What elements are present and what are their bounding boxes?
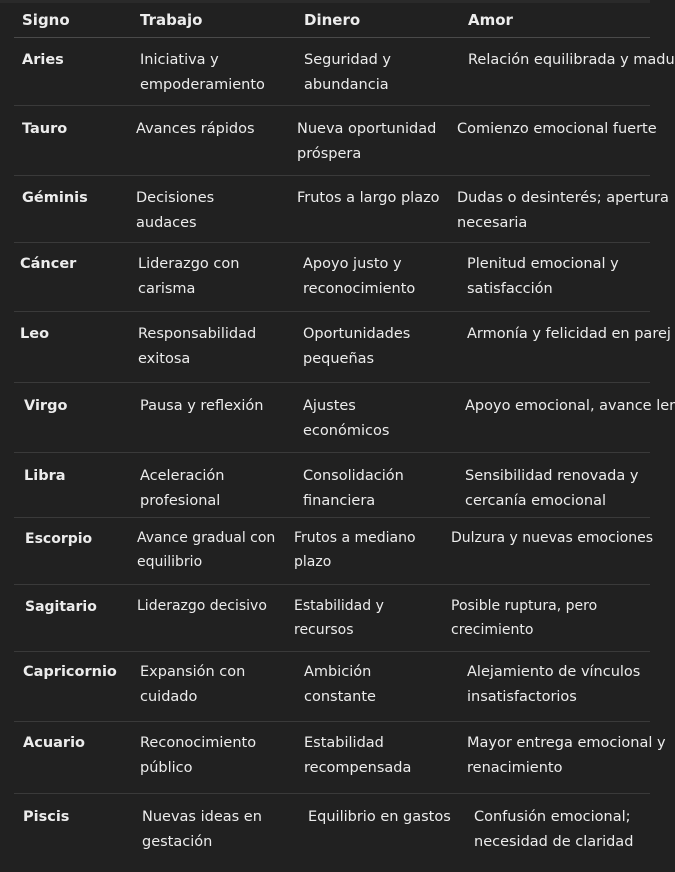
cell-trabajo: Iniciativa y empoderamiento — [140, 52, 265, 93]
cell-dinero: Frutos a largo plazo — [297, 190, 440, 206]
cell-signo: Sagitario — [25, 599, 97, 615]
cell-trabajo: Liderazgo decisivo — [137, 598, 267, 614]
cell-amor: Posible ruptura, pero crecimiento — [451, 598, 598, 638]
cell-dinero: Apoyo justo y reconocimiento — [303, 256, 416, 297]
cell-amor: Plenitud emocional y satisfacción — [467, 256, 619, 297]
cell-signo: Escorpio — [25, 531, 93, 547]
row-divider — [14, 105, 650, 106]
cell-amor: Apoyo emocional, avance ler — [465, 398, 675, 414]
row-divider — [14, 721, 650, 722]
header-dinero: Dinero — [304, 11, 361, 29]
row-divider — [14, 382, 650, 383]
row-divider — [14, 175, 650, 176]
cell-amor: Alejamiento de vínculos insatisfactorios — [467, 664, 641, 705]
cell-amor: Relación equilibrada y madu — [468, 52, 675, 68]
row-divider — [14, 242, 650, 243]
row-divider — [14, 311, 650, 312]
cell-signo: Virgo — [24, 398, 68, 414]
cell-dinero: Consolidación financiera — [303, 468, 404, 509]
cell-trabajo: Reconocimiento público — [140, 735, 257, 776]
cell-amor: Comienzo emocional fuerte — [457, 121, 657, 137]
row-divider — [14, 584, 650, 585]
cell-signo: Géminis — [22, 190, 88, 206]
cell-trabajo: Avances rápidos — [136, 121, 255, 137]
header-trabajo: Trabajo — [140, 11, 203, 29]
cell-signo: Capricornio — [23, 664, 117, 680]
top-divider — [0, 0, 650, 3]
cell-trabajo: Responsabilidad exitosa — [138, 326, 257, 367]
cell-dinero: Ambición constante — [304, 664, 376, 705]
row-divider — [14, 517, 650, 518]
cell-trabajo: Aceleración profesional — [140, 468, 225, 509]
cell-dinero: Ajustes económicos — [303, 398, 390, 439]
cell-dinero: Frutos a mediano plazo — [294, 530, 416, 570]
cell-amor: Mayor entrega emocional y renacimiento — [467, 735, 666, 776]
cell-dinero: Nueva oportunidad próspera — [297, 121, 437, 162]
cell-signo: Tauro — [22, 121, 68, 137]
cell-dinero: Estabilidad y recursos — [294, 598, 384, 638]
cell-amor: Dulzura y nuevas emociones — [451, 530, 654, 546]
cell-amor: Sensibilidad renovada y cercanía emocional — [465, 468, 639, 509]
header-amor: Amor — [468, 11, 513, 29]
header-signo: Signo — [22, 11, 70, 29]
cell-signo: Acuario — [23, 735, 86, 751]
cell-amor: Armonía y felicidad en parej — [467, 326, 671, 342]
cell-trabajo: Liderazgo con carisma — [138, 256, 240, 297]
cell-signo: Leo — [20, 326, 50, 342]
row-divider — [14, 651, 650, 652]
cell-trabajo: Nuevas ideas en gestación — [142, 809, 262, 850]
row-divider — [14, 793, 650, 794]
cell-signo: Piscis — [23, 809, 70, 825]
cell-dinero: Seguridad y abundancia — [304, 52, 391, 93]
cell-signo: Libra — [24, 468, 66, 484]
cell-amor: Dudas o desinterés; apertura necesaria — [457, 190, 669, 231]
cell-signo: Cáncer — [20, 256, 77, 272]
header-divider — [14, 37, 650, 38]
cell-dinero: Equilibrio en gastos — [308, 809, 451, 825]
cell-dinero: Oportunidades pequeñas — [303, 326, 411, 367]
cell-trabajo: Expansión con cuidado — [140, 664, 246, 705]
cell-dinero: Estabilidad recompensada — [304, 735, 412, 776]
row-divider — [14, 452, 650, 453]
cell-trabajo: Avance gradual con equilibrio — [137, 530, 276, 570]
cell-trabajo: Decisiones audaces — [136, 190, 215, 231]
cell-signo: Aries — [22, 52, 64, 68]
cell-trabajo: Pausa y reflexión — [140, 398, 264, 414]
cell-amor: Confusión emocional; necesidad de claridad — [474, 809, 634, 850]
